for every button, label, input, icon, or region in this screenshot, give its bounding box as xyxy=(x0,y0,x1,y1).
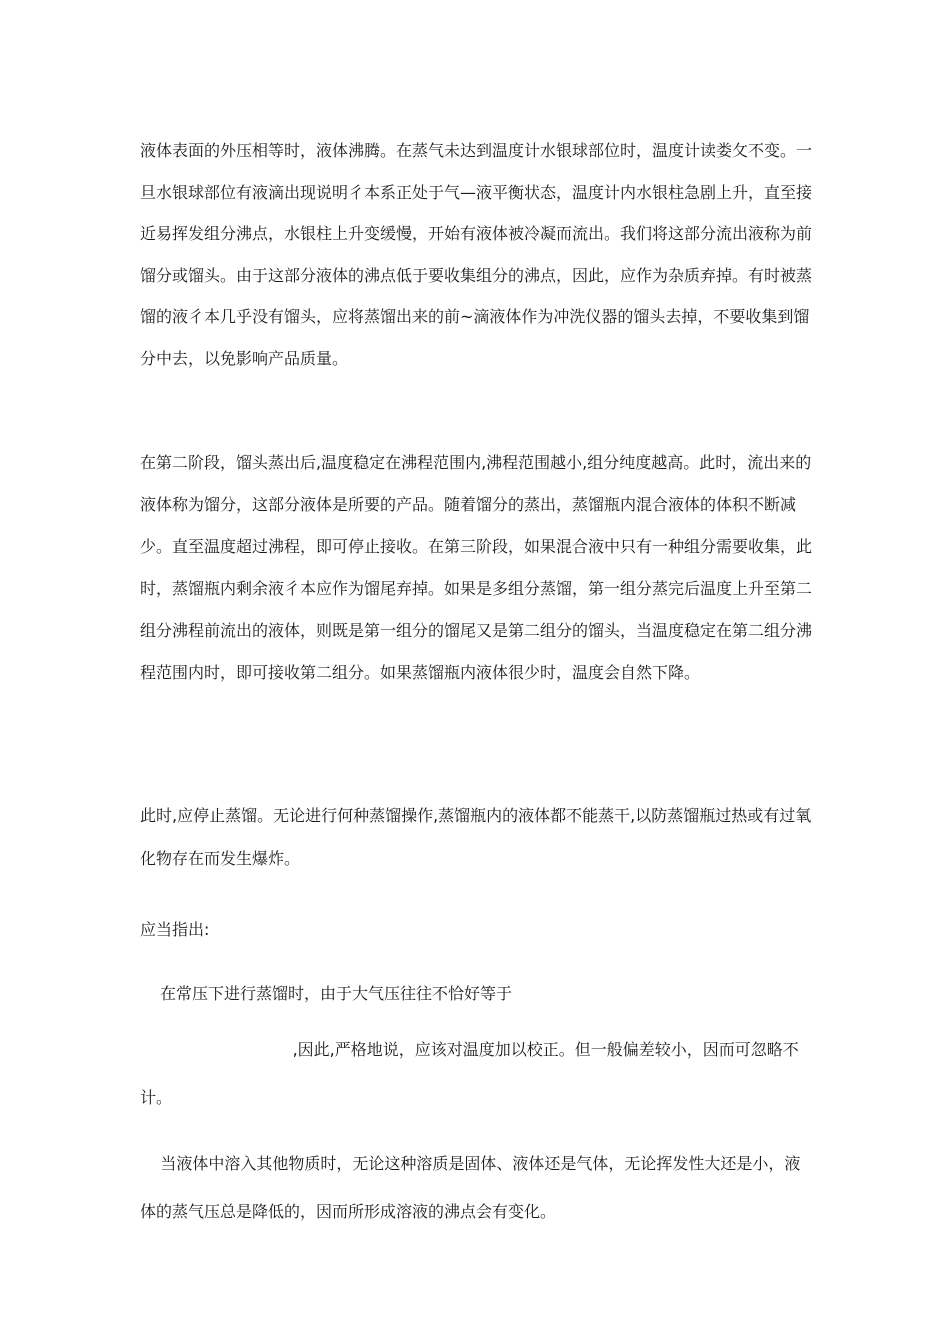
paragraph-atmospheric-pressure: 在常压下进行蒸馏时，由于大气压往往不恰好等于 xyxy=(160,984,513,1003)
paragraph-distillation-second-stage: 在第二阶段，馏头蒸出后,温度稳定在沸程范围内,沸程范围越小,组分纯度越高。此时，流出来的液体称为馏分，这部分液体是所要的产品。随着馏分的蒸出，蒸馏瓶内混合液体的体积不断减少。直至温度超过沸程，即可停止接收。在第三阶段，如果混合液中只有一种组分需要收集，此时，蒸馏瓶内剩余液彳本应作为馏尾弃掉。如果是多组分蒸馏，第一组分蒸完后温度上升至第二组分沸程前流出的液体，则既是第一组分的馏尾又是第二组分的馏头，当温度稳定在第二组分沸程范围内时，即可接收第二组分。如果蒸馏瓶内液体很少时，温度会自然下降。 xyxy=(140,453,813,682)
paragraph-distillation-first-stage: 液体表面的外压相等时，液体沸腾。在蒸气未达到温度计水银球部位时，温度计读娄攵不变。一旦水银球部位有液滴出现说明彳本系正处于气—液平衡状态，温度计内水银柱急剧上升，直至接近易挥发组分沸点，水银柱上升变缓慢，开始有液体被冷凝而流出。我们将这部分流出液称为前馏分或馏头。由于这部分液体的沸点低于要收集组分的沸点，因此，应作为杂质弃掉。有时被蒸馏的液彳本几乎没有馏头，应将蒸馏出来的前~滴液体作为冲洗仪器的馏头去掉，不要收集到馏分中去，以免影响产品质量。 xyxy=(140,141,813,368)
paragraph-note-heading: 应当指出: xyxy=(140,920,210,939)
paragraph-stop-distillation: 此时,应停止蒸馏。无论进行何种蒸馏操作,蒸馏瓶内的液体都不能蒸干,以防蒸馏瓶过热或有过氧化物存在而发生爆炸。 xyxy=(140,806,812,868)
paragraph-solution-boiling-point: 当液体中溶入其他物质时，无论这种溶质是固体、液体还是气体，无论挥发性大还是小，液体的蒸气压总是降低的，因而所形成溶液的沸点会有变化。 xyxy=(140,1154,801,1221)
paragraph-temperature-correction: ,因此,严格地说，应该对温度加以校正。但一般偏差较小，因而可忽略不计。 xyxy=(140,1040,799,1107)
